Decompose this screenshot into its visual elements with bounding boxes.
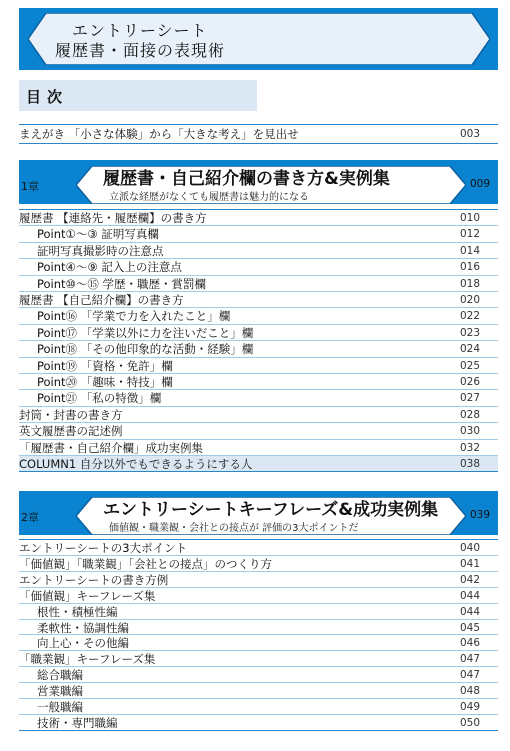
toc-row[interactable] [19, 604, 498, 620]
toc-row-page: 049 [459, 701, 480, 713]
toc-row-page: 014 [459, 244, 480, 257]
toc-row-page: 038 [459, 458, 480, 470]
toc-row-page: 010 [459, 212, 480, 224]
divider [19, 471, 498, 472]
toc-row[interactable] [19, 276, 498, 292]
toc-row-page: 020 [459, 294, 480, 306]
toc-row-page: 016 [459, 261, 480, 274]
toc-row-page: 040 [459, 542, 480, 554]
toc-row-text: 「履歴書・自己紹介欄」成功実例集 [19, 440, 203, 455]
chapter1-bar[interactable] [19, 160, 498, 204]
toc-row[interactable] [19, 423, 498, 439]
chapter2-page: 039 [469, 509, 490, 521]
toc-row-text: 一般職編 [37, 700, 83, 714]
toc-row[interactable] [19, 390, 498, 406]
toc-row[interactable] [19, 556, 498, 572]
toc-row-text: 履歴書 【自己紹介欄】の書き方 [19, 293, 184, 307]
toc-row-text: 「職業観」キーフレーズ集 [19, 652, 156, 667]
toc-row-page: 030 [459, 425, 480, 438]
toc-row-page: 022 [459, 310, 480, 323]
toc-row-page: 047 [459, 669, 480, 682]
toc-row-page: 041 [459, 557, 480, 570]
toc-row-text: エントリーシートの3大ポイント [19, 541, 188, 555]
toc-row[interactable] [19, 210, 498, 226]
toc-row[interactable] [19, 407, 498, 423]
toc-row-page: 024 [459, 343, 480, 356]
header-title-line1: エントリーシート [72, 21, 208, 40]
toc-row-text: 証明写真撮影時の注意点 [37, 243, 164, 258]
toc-row[interactable] [19, 620, 498, 636]
chapter2-label: 2章 [21, 511, 39, 524]
toc-row-text: 技術・専門職編 [37, 715, 118, 730]
toc-row-page: 027 [459, 392, 480, 405]
toc-row-page: 003 [459, 128, 480, 140]
toc-row-page: 023 [459, 326, 480, 339]
chapter2-bar[interactable] [19, 491, 498, 535]
toc-row-text: 柔軟性・協調性編 [37, 620, 129, 635]
toc-row-page: 026 [459, 376, 480, 388]
toc-row-page: 042 [459, 573, 480, 586]
header-title-line2: 履歴書・面接の表現術 [55, 41, 226, 60]
toc-row-text: エントリーシートの書き方例 [19, 572, 169, 587]
toc-row-page: 025 [459, 359, 480, 372]
toc-row[interactable] [19, 540, 498, 556]
toc-row-page: 044 [459, 589, 480, 602]
toc-row[interactable] [19, 358, 498, 374]
toc-row[interactable] [19, 440, 498, 456]
toc-row-text: 「価値観」キーフレーズ集 [19, 588, 156, 603]
toc-row[interactable] [19, 651, 498, 667]
toc-row-text: Point④〜⑨ 記入上の注意点 [37, 260, 182, 275]
toc-row-text: Point⑳ 「趣味・特技」欄 [37, 375, 173, 389]
toc-row-text: Point⑯ 「学業で力を入れたこと」欄 [37, 309, 231, 324]
toc-row-text: 営業職編 [37, 684, 83, 699]
toc-row[interactable] [19, 572, 498, 588]
chapter1-title: 履歴書・自己紹介欄の書き方&実例集 [103, 169, 390, 189]
toc-row-page: 044 [459, 605, 480, 618]
toc-row[interactable] [19, 715, 498, 731]
toc-row-page: 048 [459, 685, 480, 698]
divider [19, 124, 498, 125]
toc-row-text: Point⑱ 「その他印象的な活動・経験」欄 [37, 342, 254, 357]
toc-row-page: 047 [459, 653, 480, 666]
divider [19, 730, 498, 731]
toc-row-text: Point⑩〜⑮ 学歴・職歴・賞罰欄 [37, 276, 207, 291]
toc-row-text: 「価値観」「職業観」「会社との接点」のつくり方 [19, 556, 272, 571]
toc-row-text: 英文履歴書の記述例 [19, 424, 123, 439]
toc-row-text: 履歴書 【連絡先・履歴欄】の書き方 [19, 211, 207, 225]
toc-row-text: 総合職編 [37, 668, 83, 683]
toc-label: 目次 [26, 88, 69, 106]
chapter2-subtitle: 価値観・職業観・会社との接点が 評価の3大ポイントだ [109, 523, 359, 534]
toc-row-page: 012 [459, 228, 480, 241]
chapter2-title: エントリーシートキーフレーズ&成功実例集 [103, 500, 439, 520]
toc-row[interactable] [19, 292, 498, 308]
toc-row-text: Point⑰ 「学業以外に力を注いだこと」欄 [37, 325, 254, 340]
toc-row[interactable] [19, 456, 498, 472]
toc-row-text: 根性・積極性編 [37, 604, 118, 619]
toc-row-text: 向上心・その他編 [37, 636, 129, 651]
toc-row[interactable] [19, 341, 498, 357]
toc-row[interactable] [19, 635, 498, 651]
toc-row-text: まえがき 「小さな体験」から「大きな考え」を見出せ [19, 127, 299, 141]
toc-row-text: Point㉑ 「私の特徴」欄 [37, 391, 162, 406]
toc-row[interactable] [19, 325, 498, 341]
toc-row-page: 028 [459, 408, 480, 421]
toc-row-text: Point①〜③ 証明写真欄 [37, 227, 159, 242]
toc-row[interactable] [19, 683, 498, 699]
chapter1-label: 1章 [21, 180, 39, 193]
divider [19, 143, 498, 144]
toc-row-page: 032 [459, 441, 480, 454]
toc-row-text: COLUMN1 自分以外でもできるようにする人 [19, 457, 253, 471]
toc-row[interactable] [19, 259, 498, 275]
toc-row[interactable] [19, 226, 498, 242]
toc-row[interactable] [19, 374, 498, 390]
toc-row-page: 045 [459, 621, 480, 634]
toc-row[interactable] [19, 308, 498, 324]
toc-row-text: 封筒・封書の書き方 [19, 407, 123, 422]
toc-row-page: 018 [459, 277, 480, 290]
chapter1-page: 009 [469, 178, 490, 190]
toc-row-text: Point⑲ 「資格・免許」欄 [37, 358, 173, 373]
toc-row-intro[interactable] [19, 126, 498, 142]
toc-row-page: 046 [459, 637, 480, 650]
toc-row[interactable] [19, 699, 498, 715]
toc-row[interactable] [19, 243, 498, 259]
toc-row[interactable] [19, 588, 498, 604]
toc-row-page: 050 [459, 716, 480, 729]
chapter1-subtitle: 立派な経歴がなくても履歴書は魅力的になる [109, 192, 309, 203]
toc-row[interactable] [19, 667, 498, 683]
